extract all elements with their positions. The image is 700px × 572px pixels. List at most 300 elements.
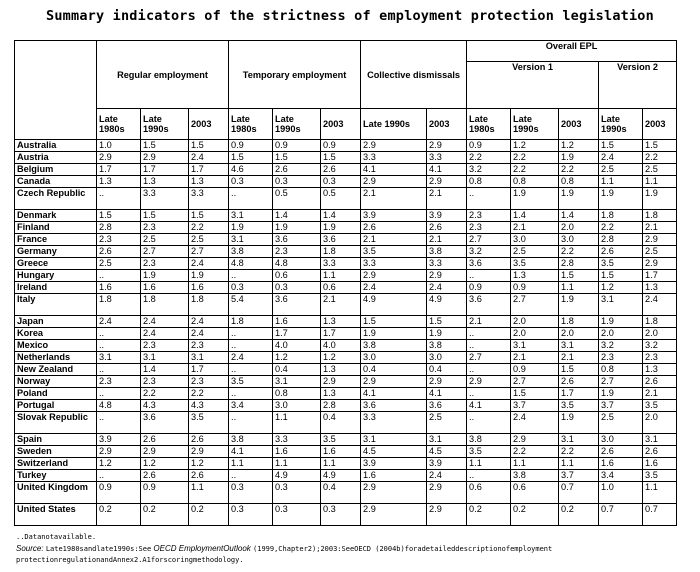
- value-cell: 0.2: [189, 504, 229, 526]
- value-cell: ..: [467, 188, 511, 210]
- value-cell: 2.6: [643, 446, 677, 458]
- value-cell: 4.5: [427, 446, 467, 458]
- period-2003: 2003: [559, 109, 599, 140]
- value-cell: 0.7: [559, 482, 599, 504]
- value-cell: 1.6: [273, 446, 321, 458]
- value-cell: 1.1: [599, 176, 643, 188]
- value-cell: 2.6: [189, 470, 229, 482]
- value-cell: 1.9: [599, 188, 643, 210]
- table-notes: [16, 532, 686, 566]
- value-cell: 2.7: [599, 376, 643, 388]
- value-cell: 3.0: [599, 434, 643, 446]
- value-cell: 2.0: [599, 328, 643, 340]
- value-cell: 1.5: [189, 210, 229, 222]
- table-row: [15, 328, 677, 340]
- table-row: [15, 412, 677, 434]
- value-cell: 0.4: [427, 364, 467, 376]
- value-cell: 1.1: [511, 458, 559, 470]
- value-cell: 2.4: [189, 152, 229, 164]
- value-cell: 2.9: [97, 446, 141, 458]
- value-cell: 3.5: [559, 400, 599, 412]
- value-cell: 1.8: [321, 246, 361, 258]
- value-cell: 2.3: [467, 222, 511, 234]
- value-cell: 3.5: [643, 400, 677, 412]
- country-name: United States: [15, 504, 97, 526]
- value-cell: 2.8: [97, 222, 141, 234]
- table-row: [15, 388, 677, 400]
- value-cell: ..: [467, 340, 511, 352]
- table-row: [15, 458, 677, 470]
- value-cell: 3.1: [273, 376, 321, 388]
- value-cell: 2.2: [559, 246, 599, 258]
- value-cell: 4.1: [229, 446, 273, 458]
- value-cell: 2.3: [97, 234, 141, 246]
- value-cell: 1.9: [189, 270, 229, 282]
- value-cell: 2.4: [229, 352, 273, 364]
- value-cell: 1.3: [321, 388, 361, 400]
- value-cell: 0.9: [229, 140, 273, 152]
- value-cell: 3.4: [229, 400, 273, 412]
- value-cell: 2.3: [141, 340, 189, 352]
- table-row: [15, 352, 677, 364]
- value-cell: 2.4: [141, 328, 189, 340]
- value-cell: 1.9: [361, 328, 427, 340]
- value-cell: 2.9: [427, 270, 467, 282]
- country-name: Hungary: [15, 270, 97, 282]
- value-cell: 1.1: [321, 270, 361, 282]
- value-cell: 1.1: [559, 282, 599, 294]
- value-cell: 1.9: [599, 388, 643, 400]
- value-cell: 2.3: [467, 210, 511, 222]
- value-cell: 1.7: [97, 164, 141, 176]
- value-cell: 4.3: [141, 400, 189, 412]
- value-cell: 3.0: [427, 352, 467, 364]
- value-cell: 1.9: [559, 188, 599, 210]
- table-row: [15, 140, 677, 152]
- country-name: United Kingdom: [15, 482, 97, 504]
- value-cell: 1.1: [321, 458, 361, 470]
- value-cell: 3.1: [559, 434, 599, 446]
- value-cell: 3.8: [229, 434, 273, 446]
- country-name: Australia: [15, 140, 97, 152]
- country-name: Netherlands: [15, 352, 97, 364]
- value-cell: 2.2: [643, 152, 677, 164]
- value-cell: 2.6: [599, 446, 643, 458]
- value-cell: 3.6: [361, 400, 427, 412]
- value-cell: 2.4: [643, 294, 677, 316]
- value-cell: 3.4: [599, 470, 643, 482]
- value-cell: ..: [229, 388, 273, 400]
- period-late-1990s: Late 1990s: [361, 109, 427, 140]
- value-cell: 2.9: [141, 446, 189, 458]
- value-cell: 1.3: [321, 364, 361, 376]
- value-cell: 2.2: [559, 446, 599, 458]
- value-cell: 4.1: [361, 388, 427, 400]
- value-cell: 0.4: [273, 364, 321, 376]
- value-cell: 4.1: [467, 400, 511, 412]
- value-cell: 1.9: [559, 412, 599, 434]
- value-cell: 1.7: [189, 364, 229, 376]
- value-cell: 2.9: [643, 258, 677, 270]
- value-cell: 0.4: [321, 482, 361, 504]
- value-cell: 1.5: [511, 388, 559, 400]
- table-row: [15, 340, 677, 352]
- value-cell: ..: [97, 340, 141, 352]
- value-cell: 1.7: [559, 388, 599, 400]
- value-cell: 1.3: [511, 270, 559, 282]
- value-cell: 4.9: [427, 294, 467, 316]
- value-cell: 0.6: [321, 282, 361, 294]
- value-cell: 1.2: [321, 352, 361, 364]
- value-cell: 2.9: [361, 504, 427, 526]
- table-row: [15, 504, 677, 526]
- value-cell: 4.9: [321, 470, 361, 482]
- value-cell: 3.7: [511, 400, 559, 412]
- period-late-1980s: Late 1980s: [97, 109, 141, 140]
- value-cell: 1.3: [97, 176, 141, 188]
- value-cell: ..: [467, 388, 511, 400]
- table-row: [15, 316, 677, 328]
- value-cell: 2.2: [511, 164, 559, 176]
- value-cell: 1.1: [559, 458, 599, 470]
- value-cell: 1.4: [321, 210, 361, 222]
- value-cell: ..: [229, 188, 273, 210]
- value-cell: 1.6: [189, 282, 229, 294]
- value-cell: 2.3: [189, 340, 229, 352]
- value-cell: 1.2: [599, 282, 643, 294]
- value-cell: 1.1: [273, 458, 321, 470]
- table-row: [15, 188, 677, 210]
- value-cell: 2.5: [511, 246, 559, 258]
- source-ref-employment-outlook: OECD EmploymentOutlook: [153, 544, 251, 553]
- value-cell: 4.8: [229, 258, 273, 270]
- value-cell: 2.1: [643, 222, 677, 234]
- value-cell: 3.1: [229, 234, 273, 246]
- value-cell: 3.8: [467, 434, 511, 446]
- value-cell: 3.1: [511, 340, 559, 352]
- value-cell: 0.9: [273, 140, 321, 152]
- value-cell: 1.4: [559, 210, 599, 222]
- value-cell: 3.9: [361, 458, 427, 470]
- value-cell: 2.2: [599, 222, 643, 234]
- value-cell: 1.5: [273, 152, 321, 164]
- value-cell: 1.1: [467, 458, 511, 470]
- value-cell: 2.4: [189, 316, 229, 328]
- value-cell: 0.9: [511, 364, 559, 376]
- value-cell: 1.6: [141, 282, 189, 294]
- value-cell: 1.7: [643, 270, 677, 282]
- period-late-1990s: Late 1990s: [511, 109, 559, 140]
- value-cell: 2.6: [273, 164, 321, 176]
- value-cell: 3.6: [273, 234, 321, 246]
- value-cell: 2.2: [141, 388, 189, 400]
- table-row: [15, 364, 677, 376]
- country-name: Belgium: [15, 164, 97, 176]
- value-cell: 2.9: [511, 434, 559, 446]
- value-cell: 2.3: [599, 352, 643, 364]
- value-cell: 1.9: [643, 188, 677, 210]
- value-cell: 2.1: [427, 234, 467, 246]
- value-cell: 1.5: [229, 152, 273, 164]
- country-name: Norway: [15, 376, 97, 388]
- value-cell: 3.2: [643, 340, 677, 352]
- value-cell: ..: [229, 364, 273, 376]
- value-cell: ..: [467, 270, 511, 282]
- value-cell: 3.6: [467, 294, 511, 316]
- value-cell: 2.9: [361, 176, 427, 188]
- country-name: Finland: [15, 222, 97, 234]
- value-cell: 0.7: [599, 504, 643, 526]
- value-cell: 0.5: [273, 188, 321, 210]
- country-name: Poland: [15, 388, 97, 400]
- value-cell: ..: [467, 470, 511, 482]
- value-cell: 2.9: [141, 152, 189, 164]
- value-cell: 1.6: [97, 282, 141, 294]
- period-late-1990s: Late 1990s: [141, 109, 189, 140]
- value-cell: 2.9: [427, 504, 467, 526]
- value-cell: 2.9: [189, 446, 229, 458]
- table-row: [15, 258, 677, 270]
- country-name: Slovak Republic: [15, 412, 97, 434]
- value-cell: 2.6: [559, 376, 599, 388]
- value-cell: 2.4: [511, 412, 559, 434]
- value-cell: 1.5: [559, 270, 599, 282]
- value-cell: 0.9: [467, 140, 511, 152]
- source-text-c: protectionregulationandAnnex2.A1forscoringmethodology.: [16, 556, 244, 564]
- country-name: Denmark: [15, 210, 97, 222]
- country-name: Spain: [15, 434, 97, 446]
- value-cell: 2.2: [559, 164, 599, 176]
- value-cell: ..: [467, 328, 511, 340]
- value-cell: 3.8: [427, 246, 467, 258]
- value-cell: 1.9: [599, 316, 643, 328]
- value-cell: 2.6: [643, 376, 677, 388]
- value-cell: 2.9: [361, 270, 427, 282]
- country-name: Canada: [15, 176, 97, 188]
- period-2003: 2003: [189, 109, 229, 140]
- value-cell: 3.5: [599, 258, 643, 270]
- value-cell: 1.3: [189, 176, 229, 188]
- value-cell: 3.6: [273, 294, 321, 316]
- country-name: Ireland: [15, 282, 97, 294]
- value-cell: 1.1: [273, 412, 321, 434]
- value-cell: 2.4: [427, 282, 467, 294]
- value-cell: 2.3: [643, 352, 677, 364]
- source-text-a: Late1980sandlate1990s:See: [45, 545, 152, 553]
- period-2003: 2003: [427, 109, 467, 140]
- value-cell: 3.3: [141, 188, 189, 210]
- country-name: Turkey: [15, 470, 97, 482]
- value-cell: ..: [467, 364, 511, 376]
- value-cell: 4.1: [361, 164, 427, 176]
- value-cell: 1.1: [229, 458, 273, 470]
- value-cell: 2.5: [97, 258, 141, 270]
- value-cell: 3.0: [273, 400, 321, 412]
- value-cell: 0.6: [511, 482, 559, 504]
- country-name: Czech Republic: [15, 188, 97, 210]
- country-name: Japan: [15, 316, 97, 328]
- value-cell: 3.6: [467, 258, 511, 270]
- table-row: [15, 246, 677, 258]
- value-cell: 3.3: [321, 258, 361, 270]
- value-cell: 1.7: [321, 328, 361, 340]
- value-cell: 1.8: [599, 210, 643, 222]
- value-cell: 4.9: [273, 470, 321, 482]
- table-row: [15, 222, 677, 234]
- value-cell: 2.7: [189, 246, 229, 258]
- value-cell: 1.2: [141, 458, 189, 470]
- value-cell: 3.2: [467, 164, 511, 176]
- value-cell: 1.5: [97, 210, 141, 222]
- value-cell: 3.5: [467, 446, 511, 458]
- table-row: [15, 176, 677, 188]
- value-cell: 1.5: [599, 270, 643, 282]
- epl-table: [14, 40, 677, 526]
- value-cell: 1.6: [599, 458, 643, 470]
- value-cell: 2.9: [427, 176, 467, 188]
- country-name: Switzerland: [15, 458, 97, 470]
- value-cell: 1.9: [141, 270, 189, 282]
- country-name: Mexico: [15, 340, 97, 352]
- value-cell: 2.2: [511, 152, 559, 164]
- value-cell: 1.0: [599, 482, 643, 504]
- value-cell: 1.5: [559, 364, 599, 376]
- value-cell: 1.2: [511, 140, 559, 152]
- value-cell: 1.1: [643, 176, 677, 188]
- value-cell: 1.6: [273, 316, 321, 328]
- value-cell: 3.1: [189, 352, 229, 364]
- period-2003: 2003: [321, 109, 361, 140]
- value-cell: 2.9: [427, 140, 467, 152]
- value-cell: ..: [229, 270, 273, 282]
- value-cell: 2.4: [599, 152, 643, 164]
- value-cell: 1.8: [559, 316, 599, 328]
- value-cell: 2.0: [511, 328, 559, 340]
- value-cell: ..: [97, 388, 141, 400]
- value-cell: 2.9: [361, 376, 427, 388]
- value-cell: 2.1: [321, 294, 361, 316]
- value-cell: 2.7: [467, 234, 511, 246]
- value-cell: 3.0: [559, 234, 599, 246]
- value-cell: 3.1: [427, 434, 467, 446]
- value-cell: 2.3: [141, 258, 189, 270]
- value-cell: 2.4: [427, 470, 467, 482]
- table-row: [15, 210, 677, 222]
- value-cell: 1.4: [511, 210, 559, 222]
- value-cell: 4.3: [189, 400, 229, 412]
- value-cell: 2.0: [559, 328, 599, 340]
- value-cell: 3.8: [361, 340, 427, 352]
- value-cell: 4.1: [427, 388, 467, 400]
- value-cell: 2.6: [141, 470, 189, 482]
- period-late-1990s: Late 1990s: [273, 109, 321, 140]
- value-cell: 1.5: [361, 316, 427, 328]
- value-cell: 2.4: [97, 316, 141, 328]
- value-cell: 5.4: [229, 294, 273, 316]
- value-cell: 0.9: [97, 482, 141, 504]
- value-cell: 1.5: [321, 152, 361, 164]
- value-cell: 3.3: [427, 258, 467, 270]
- table-row: [15, 446, 677, 458]
- value-cell: 1.8: [97, 294, 141, 316]
- value-cell: 3.5: [511, 258, 559, 270]
- value-cell: 2.7: [511, 376, 559, 388]
- value-cell: 2.5: [599, 164, 643, 176]
- header-version-2: Version 2: [599, 62, 677, 109]
- value-cell: 1.3: [321, 316, 361, 328]
- value-cell: 1.3: [141, 176, 189, 188]
- value-cell: 0.9: [511, 282, 559, 294]
- country-name: Korea: [15, 328, 97, 340]
- value-cell: 2.0: [511, 316, 559, 328]
- value-cell: ..: [97, 412, 141, 434]
- value-cell: 0.3: [273, 482, 321, 504]
- value-cell: 1.5: [643, 140, 677, 152]
- value-cell: 2.6: [427, 222, 467, 234]
- value-cell: 0.3: [321, 504, 361, 526]
- value-cell: 2.6: [599, 246, 643, 258]
- value-cell: ..: [229, 328, 273, 340]
- value-cell: 3.6: [141, 412, 189, 434]
- value-cell: 3.1: [559, 340, 599, 352]
- value-cell: ..: [229, 470, 273, 482]
- value-cell: 2.9: [321, 376, 361, 388]
- value-cell: 0.2: [141, 504, 189, 526]
- value-cell: 1.2: [273, 352, 321, 364]
- value-cell: 2.4: [189, 258, 229, 270]
- value-cell: 3.2: [467, 246, 511, 258]
- table-row: [15, 434, 677, 446]
- period-2003: 2003: [643, 109, 677, 140]
- value-cell: 4.6: [229, 164, 273, 176]
- table-row: [15, 152, 677, 164]
- value-cell: 0.2: [511, 504, 559, 526]
- value-cell: 1.8: [229, 316, 273, 328]
- table-row: [15, 282, 677, 294]
- value-cell: 2.7: [467, 352, 511, 364]
- value-cell: 0.9: [467, 282, 511, 294]
- table-row: [15, 376, 677, 388]
- header-collective-dismissals: Collective dismissals: [361, 41, 467, 109]
- value-cell: 2.9: [643, 234, 677, 246]
- value-cell: 2.5: [189, 234, 229, 246]
- value-cell: 1.9: [321, 222, 361, 234]
- value-cell: 4.1: [427, 164, 467, 176]
- value-cell: 1.5: [189, 140, 229, 152]
- value-cell: 2.4: [141, 316, 189, 328]
- value-cell: 3.9: [97, 434, 141, 446]
- value-cell: 2.1: [361, 188, 427, 210]
- period-late-1990s: Late 1990s: [599, 109, 643, 140]
- value-cell: 2.9: [467, 376, 511, 388]
- value-cell: 2.1: [559, 352, 599, 364]
- value-cell: 3.2: [599, 340, 643, 352]
- value-cell: 2.6: [321, 164, 361, 176]
- value-cell: 0.8: [273, 388, 321, 400]
- value-cell: 2.1: [467, 316, 511, 328]
- value-cell: 2.5: [599, 412, 643, 434]
- value-cell: 1.5: [427, 316, 467, 328]
- value-cell: 1.9: [559, 294, 599, 316]
- value-cell: 1.5: [599, 140, 643, 152]
- value-cell: 2.4: [189, 328, 229, 340]
- value-cell: 1.2: [97, 458, 141, 470]
- value-cell: 3.0: [511, 234, 559, 246]
- country-name: Sweden: [15, 446, 97, 458]
- value-cell: 3.7: [599, 400, 643, 412]
- value-cell: ..: [467, 412, 511, 434]
- value-cell: 3.9: [361, 210, 427, 222]
